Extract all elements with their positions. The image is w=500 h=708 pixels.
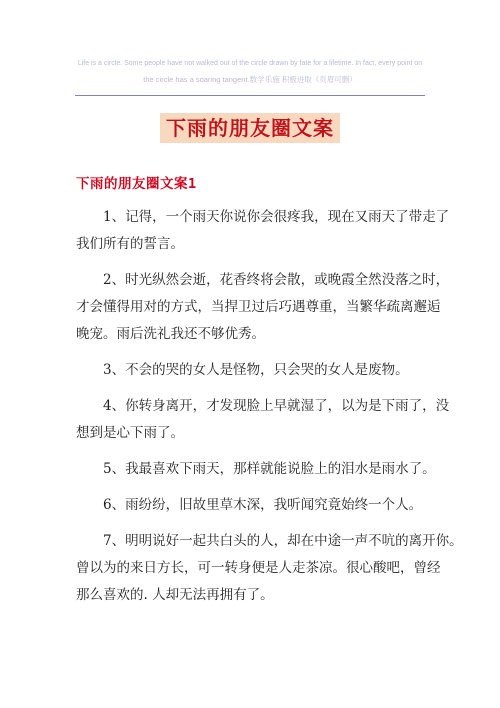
paragraph-6-line-1: 6、雨纷纷，旧故里草木深，我听闻究竟始终一个人。 — [103, 497, 423, 513]
paragraph-7-line-1: 7、明明说好一起共白头的人，却在中途一声不吭的离开你。 — [103, 533, 463, 549]
paragraph-1-line-2: 我们所有的誓言。 — [76, 236, 184, 252]
paragraph-7-line-2: 曾以为的来日方长，可一转身便是人走茶凉。很心酸吧，曾经 — [76, 560, 441, 576]
paragraph-1-line-1: 1、记得，一个雨天你说你会很疼我，现在又雨天了带走了 — [103, 209, 450, 225]
paragraph-5-line-1: 5、我最喜欢下雨天，那样就能说脸上的泪水是雨水了。 — [103, 461, 436, 477]
paragraph-2-line-3: 晚宠。雨后洗礼我还不够优秀。 — [76, 326, 265, 342]
paragraph-4-line-2: 想到是心下雨了。 — [76, 425, 184, 441]
title-container — [0, 113, 500, 143]
section-heading: 下雨的朋友圈文案1 — [76, 176, 197, 192]
paragraph-2-line-1: 2、时光纵然会逝，花香终将会散，或晚霞全然没落之时， — [103, 272, 450, 288]
paragraph-2-line-2: 才会懂得用对的方式，当捍卫过后巧遇尊重，当繁华疏离邂逅 — [76, 299, 441, 315]
header-divider — [75, 95, 425, 96]
paragraph-4-line-1: 4、你转身离开，才发现脸上早就湿了，以为是下雨了，没 — [103, 398, 450, 414]
paragraph-3-line-1: 3、不会的哭的女人是怪物，只会哭的女人是废物。 — [103, 362, 409, 378]
header-text-line-2: the circle has a soaring tangent.数学乐施 积极进取（页眉可删） — [143, 75, 357, 84]
header-text-line-1: Life is a circle. Some people have not walked out of the circle drawn by fate for a lifetime. In fact, every point on — [77, 60, 423, 67]
document-title: 下雨的朋友圈文案 — [160, 113, 340, 143]
paragraph-7-line-3: 那么喜欢的. 人却无法再拥有了。 — [76, 587, 274, 603]
